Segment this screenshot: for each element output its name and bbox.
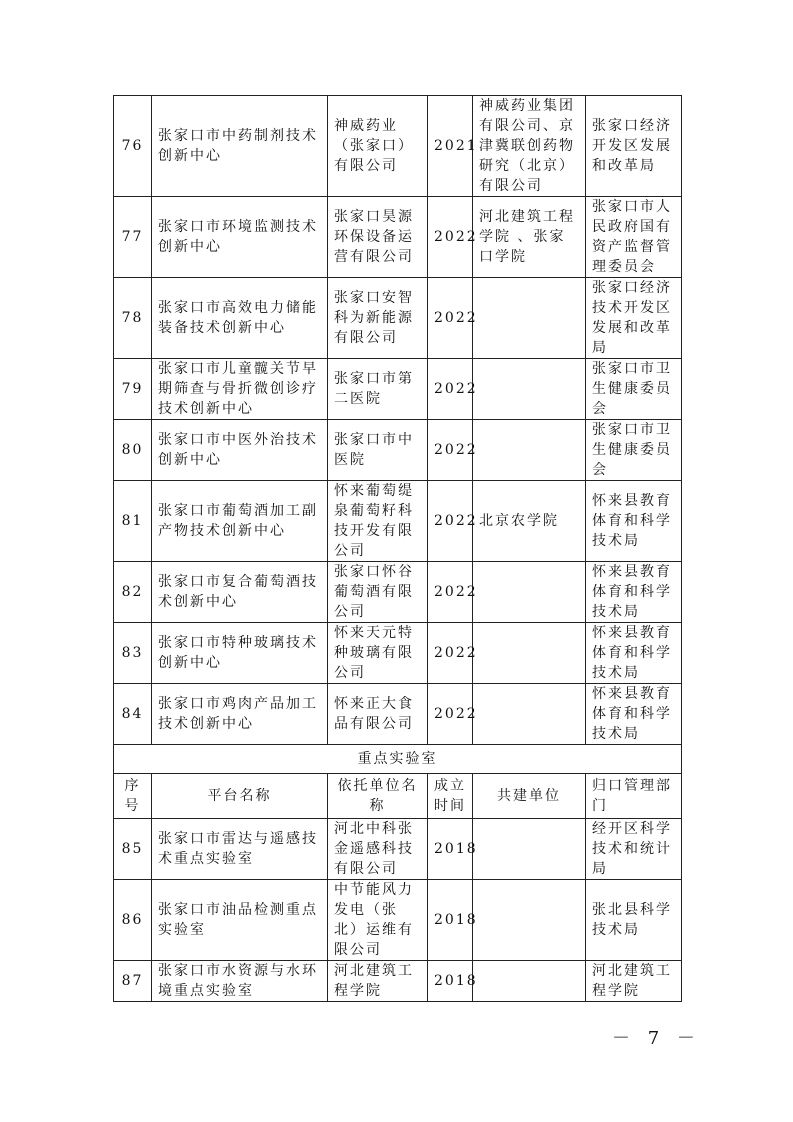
established-year: 2022 bbox=[428, 197, 473, 278]
table-row bbox=[114, 961, 682, 1002]
platform-name: 张家口市水资源与水环境重点实验室 bbox=[152, 961, 328, 1002]
host-unit: 中节能风力发电（张北）运维有限公司 bbox=[328, 880, 428, 961]
host-unit: 张家口市第二医院 bbox=[328, 359, 428, 420]
partner-unit bbox=[473, 278, 586, 359]
table-row bbox=[114, 278, 682, 359]
management-dept: 怀来县教育体育和科学技术局 bbox=[586, 481, 682, 562]
table-row bbox=[114, 684, 682, 745]
platform-name: 张家口市儿童髋关节早期筛查与骨折微创诊疗技术创新中心 bbox=[152, 359, 328, 420]
established-year: 2022 bbox=[428, 278, 473, 359]
management-dept: 怀来县教育体育和科学技术局 bbox=[586, 623, 682, 684]
partner-unit bbox=[473, 684, 586, 745]
header-number: 序号 bbox=[114, 774, 152, 819]
host-unit: 张家口昊源环保设备运营有限公司 bbox=[328, 197, 428, 278]
platform-name: 张家口市鸡肉产品加工技术创新中心 bbox=[152, 684, 328, 745]
host-unit: 神威药业（张家口）有限公司 bbox=[328, 96, 428, 197]
management-dept: 经开区科学技术和统计局 bbox=[586, 819, 682, 880]
row-number: 81 bbox=[114, 481, 152, 562]
platform-name: 张家口市环境监测技术创新中心 bbox=[152, 197, 328, 278]
table-row bbox=[114, 96, 682, 197]
row-number: 86 bbox=[114, 880, 152, 961]
established-year: 2018 bbox=[428, 819, 473, 880]
partner-unit: 神威药业集团有限公司、京津冀联创药物研究（北京）有限公司 bbox=[473, 96, 586, 197]
platform-name: 张家口市高效电力储能装备技术创新中心 bbox=[152, 278, 328, 359]
row-number: 82 bbox=[114, 562, 152, 623]
header-platform-name: 平台名称 bbox=[152, 774, 328, 819]
table-row bbox=[114, 819, 682, 880]
table-row bbox=[114, 359, 682, 420]
established-year: 2022 bbox=[428, 562, 473, 623]
header-row bbox=[114, 774, 682, 819]
platform-name: 张家口市雷达与遥感技术重点实验室 bbox=[152, 819, 328, 880]
page-number: － 7 － bbox=[612, 1028, 701, 1049]
established-year: 2022 bbox=[428, 684, 473, 745]
platform-table bbox=[113, 95, 682, 1002]
row-number: 79 bbox=[114, 359, 152, 420]
management-dept: 张家口市卫生健康委员会 bbox=[586, 359, 682, 420]
partner-unit bbox=[473, 562, 586, 623]
table-row bbox=[114, 880, 682, 961]
partner-unit bbox=[473, 359, 586, 420]
partner-unit bbox=[473, 819, 586, 880]
management-dept: 张家口市卫生健康委员会 bbox=[586, 420, 682, 481]
header-host-unit: 依托单位名称 bbox=[328, 774, 428, 819]
header-management-dept: 归口管理部门 bbox=[586, 774, 682, 819]
row-number: 76 bbox=[114, 96, 152, 197]
header-established-year: 成立时间 bbox=[428, 774, 473, 819]
management-dept: 张家口经济开发区发展和改革局 bbox=[586, 96, 682, 197]
partner-unit bbox=[473, 420, 586, 481]
platform-name: 张家口市油品检测重点实验室 bbox=[152, 880, 328, 961]
management-dept: 张北县科学技术局 bbox=[586, 880, 682, 961]
table-row bbox=[114, 562, 682, 623]
table-row bbox=[114, 481, 682, 562]
row-number: 83 bbox=[114, 623, 152, 684]
platform-name: 张家口市葡萄酒加工副产物技术创新中心 bbox=[152, 481, 328, 562]
header-partner-unit: 共建单位 bbox=[473, 774, 586, 819]
established-year: 2018 bbox=[428, 961, 473, 1002]
platform-name: 张家口市特种玻璃技术创新中心 bbox=[152, 623, 328, 684]
row-number: 77 bbox=[114, 197, 152, 278]
table-row bbox=[114, 623, 682, 684]
management-dept: 张家口经济技术开发区发展和改革局 bbox=[586, 278, 682, 359]
section-title: 重点实验室 bbox=[114, 745, 682, 774]
host-unit: 怀来葡萄缇泉葡萄籽科技开发有限公司 bbox=[328, 481, 428, 562]
established-year: 2018 bbox=[428, 880, 473, 961]
section-title-row bbox=[114, 745, 682, 774]
row-number: 78 bbox=[114, 278, 152, 359]
host-unit: 怀来天元特种玻璃有限公司 bbox=[328, 623, 428, 684]
host-unit: 张家口安智科为新能源有限公司 bbox=[328, 278, 428, 359]
host-unit: 河北建筑工程学院 bbox=[328, 961, 428, 1002]
row-number: 87 bbox=[114, 961, 152, 1002]
established-year: 2022 bbox=[428, 420, 473, 481]
row-number: 84 bbox=[114, 684, 152, 745]
host-unit: 怀来正大食品有限公司 bbox=[328, 684, 428, 745]
management-dept: 怀来县教育体育和科学技术局 bbox=[586, 684, 682, 745]
table-row bbox=[114, 197, 682, 278]
management-dept: 张家口市人民政府国有资产监督管理委员会 bbox=[586, 197, 682, 278]
host-unit: 张家口怀谷葡萄酒有限公司 bbox=[328, 562, 428, 623]
management-dept: 河北建筑工程学院 bbox=[586, 961, 682, 1002]
partner-unit: 北京农学院 bbox=[473, 481, 586, 562]
partner-unit bbox=[473, 961, 586, 1002]
established-year: 2022 bbox=[428, 359, 473, 420]
row-number: 85 bbox=[114, 819, 152, 880]
established-year: 2022 bbox=[428, 481, 473, 562]
table-row bbox=[114, 420, 682, 481]
management-dept: 怀来县教育体育和科学技术局 bbox=[586, 562, 682, 623]
established-year: 2022 bbox=[428, 623, 473, 684]
partner-unit bbox=[473, 880, 586, 961]
host-unit: 河北中科张金遥感科技有限公司 bbox=[328, 819, 428, 880]
platform-name: 张家口市中药制剂技术创新中心 bbox=[152, 96, 328, 197]
platform-name: 张家口市中医外治技术创新中心 bbox=[152, 420, 328, 481]
platform-name: 张家口市复合葡萄酒技术创新中心 bbox=[152, 562, 328, 623]
host-unit: 张家口市中医院 bbox=[328, 420, 428, 481]
row-number: 80 bbox=[114, 420, 152, 481]
partner-unit: 河北建筑工程学院 、张家口学院 bbox=[473, 197, 586, 278]
partner-unit bbox=[473, 623, 586, 684]
established-year: 2021 bbox=[428, 96, 473, 197]
